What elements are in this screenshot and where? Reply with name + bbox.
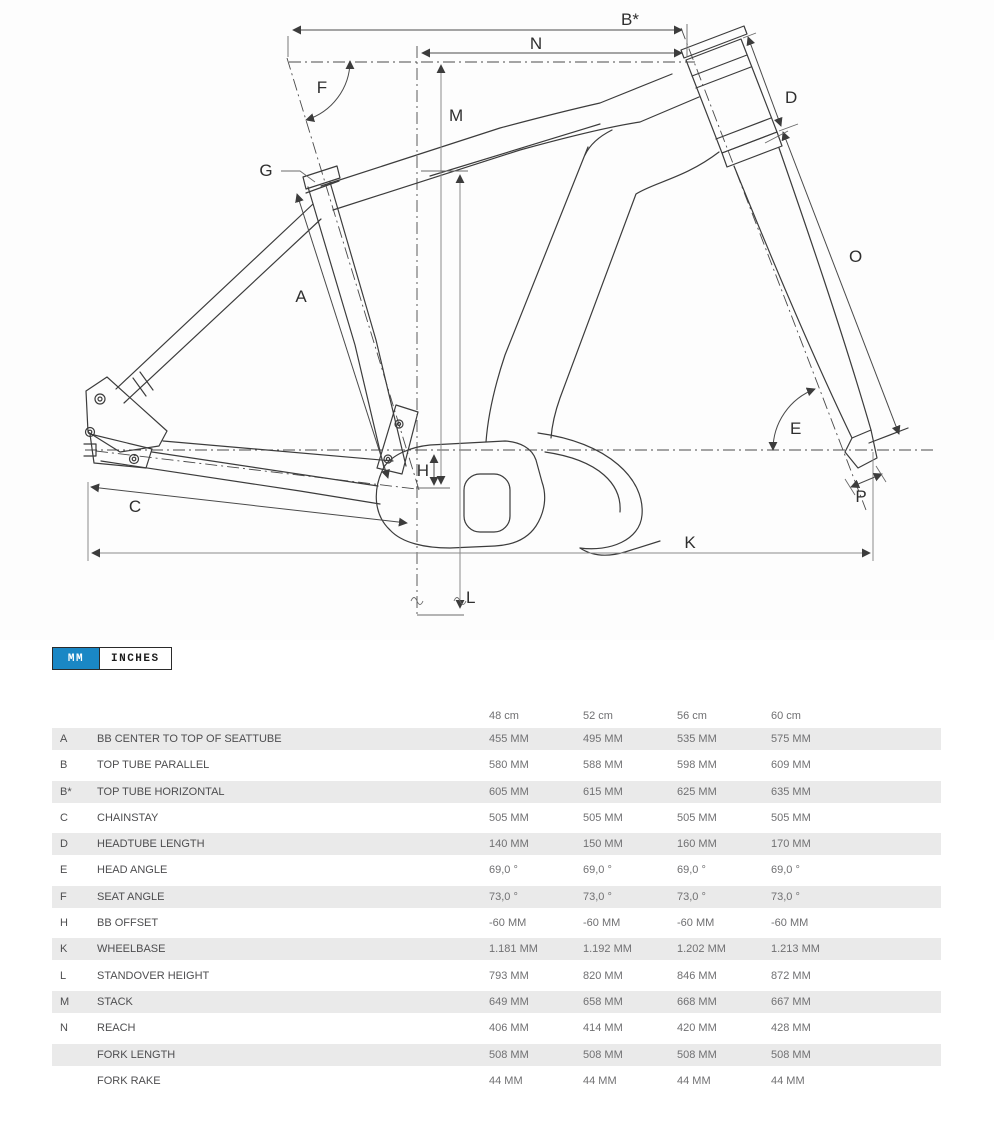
row-label: BB CENTER TO TOP OF SEATTUBE (97, 733, 282, 745)
row-label: WHEELBASE (97, 943, 166, 956)
row-value: 44 MM (489, 1074, 523, 1087)
row-value: -60 MM (677, 917, 715, 930)
row-letter: L (60, 969, 67, 982)
row-value: 508 MM (489, 1048, 529, 1061)
row-value: 1.192 MM (583, 943, 632, 956)
row-value: -60 MM (771, 917, 809, 930)
row-value: 160 MM (677, 838, 717, 851)
row-value: 73,0 ° (583, 890, 612, 903)
row-label: SEAT ANGLE (97, 890, 165, 903)
row-label: HEAD ANGLE (97, 864, 168, 877)
row-value: 69,0 ° (489, 864, 518, 877)
row-label: BB OFFSET (97, 917, 159, 930)
row-value: 588 MM (583, 759, 623, 772)
row-value: 420 MM (677, 1022, 717, 1035)
row-letter: B* (60, 785, 72, 798)
row-value: 508 MM (771, 1048, 811, 1061)
row-value: 872 MM (771, 969, 811, 982)
row-value: 1.181 MM (489, 943, 538, 956)
row-letter: K (60, 943, 68, 956)
unit-toggle (52, 647, 172, 670)
row-label: HEADTUBE LENGTH (97, 838, 205, 851)
row-value: 508 MM (583, 1048, 623, 1061)
row-value: 605 MM (489, 785, 529, 798)
row-value: 580 MM (489, 759, 529, 772)
dim-label-m: M (449, 106, 464, 125)
row-value: 69,0 ° (771, 864, 800, 877)
dim-label-c: C (128, 497, 142, 516)
row-value: 793 MM (489, 969, 529, 982)
table-row (52, 912, 941, 934)
dim-label-g: G (259, 161, 273, 180)
size-header-48: 48 cm (489, 710, 519, 722)
dim-label-p: P (855, 487, 867, 506)
dim-label-o: O (849, 247, 863, 266)
row-letter: A (60, 733, 68, 745)
row-value: 69,0 ° (677, 864, 706, 877)
row-letter: B (60, 759, 68, 772)
row-value: 44 MM (583, 1074, 617, 1087)
row-letter: H (60, 917, 68, 930)
row-value: 505 MM (771, 811, 811, 824)
table-row (52, 991, 941, 1013)
row-label: REACH (97, 1022, 136, 1035)
row-value: 414 MM (583, 1022, 623, 1035)
row-value: -60 MM (489, 917, 527, 930)
size-header-60: 60 cm (771, 710, 801, 722)
row-value: 505 MM (677, 811, 717, 824)
row-value: 428 MM (771, 1022, 811, 1035)
row-value: 505 MM (583, 811, 623, 824)
dim-label-n: N (529, 34, 543, 53)
row-label: STACK (97, 995, 133, 1008)
dimension-lines (88, 24, 899, 615)
dim-label-h: H (416, 461, 429, 480)
row-label: CHAINSTAY (97, 811, 159, 824)
row-value: 508 MM (677, 1048, 717, 1061)
table-row (52, 938, 941, 960)
row-value: 535 MM (677, 733, 717, 745)
dim-label-l: L (466, 588, 476, 607)
row-label: STANDOVER HEIGHT (97, 969, 210, 982)
dim-label-d: D (785, 88, 798, 107)
dim-label-a: A (295, 287, 307, 306)
row-value: 150 MM (583, 838, 623, 851)
row-value: 44 MM (771, 1074, 805, 1087)
row-value: 649 MM (489, 995, 529, 1008)
table-row (52, 833, 941, 855)
dim-label-b-star: B* (621, 10, 639, 29)
row-letter: N (60, 1022, 68, 1035)
row-value: 495 MM (583, 733, 623, 745)
row-value: 406 MM (489, 1022, 529, 1035)
table-row (52, 728, 941, 750)
row-letter: E (60, 864, 68, 877)
row-value: 44 MM (677, 1074, 711, 1087)
table-row (52, 1070, 941, 1092)
row-value: 846 MM (677, 969, 717, 982)
row-value: 170 MM (771, 838, 811, 851)
geometry-table-body (52, 728, 941, 1092)
row-value: 505 MM (489, 811, 529, 824)
row-value: 598 MM (677, 759, 717, 772)
row-value: 609 MM (771, 759, 811, 772)
table-row (52, 859, 941, 881)
size-header-52: 52 cm (583, 710, 613, 722)
table-row (52, 1017, 941, 1039)
row-value: 69,0 ° (583, 864, 612, 877)
row-value: -60 MM (583, 917, 621, 930)
row-letter: F (60, 890, 67, 903)
table-row (52, 886, 941, 908)
row-value: 73,0 ° (489, 890, 518, 903)
row-letter: C (60, 811, 68, 824)
row-value: 658 MM (583, 995, 623, 1008)
table-row (52, 807, 941, 829)
mm-toggle-button[interactable]: MM (53, 648, 99, 669)
row-value: 73,0 ° (677, 890, 706, 903)
row-value: 668 MM (677, 995, 717, 1008)
row-letter: D (60, 838, 68, 851)
row-value: 1.202 MM (677, 943, 726, 956)
row-value: 455 MM (489, 733, 529, 745)
row-letter: M (60, 995, 70, 1008)
row-value: 635 MM (771, 785, 811, 798)
geometry-table-header (52, 706, 941, 726)
row-value: 73,0 ° (771, 890, 800, 903)
row-label: TOP TUBE PARALLEL (97, 759, 210, 772)
table-row (52, 781, 941, 803)
dimension-labels (129, 10, 867, 607)
inches-toggle-button[interactable]: INCHES (99, 648, 171, 669)
row-value: 667 MM (771, 995, 811, 1008)
row-value: 140 MM (489, 838, 529, 851)
row-label: FORK LENGTH (97, 1048, 176, 1061)
row-label: TOP TUBE HORIZONTAL (97, 785, 225, 798)
table-row (52, 1044, 941, 1066)
row-value: 820 MM (583, 969, 623, 982)
table-row (52, 965, 941, 987)
row-value: 615 MM (583, 785, 623, 798)
row-value: 575 MM (771, 733, 811, 745)
dim-label-k: K (684, 533, 696, 552)
size-header-56: 56 cm (677, 710, 707, 722)
dim-label-f: F (316, 78, 328, 97)
row-value: 1.213 MM (771, 943, 820, 956)
row-value: 625 MM (677, 785, 717, 798)
row-label: FORK RAKE (97, 1074, 161, 1087)
geometry-table (52, 706, 941, 1092)
table-row (52, 754, 941, 776)
dim-label-e: E (790, 419, 802, 438)
